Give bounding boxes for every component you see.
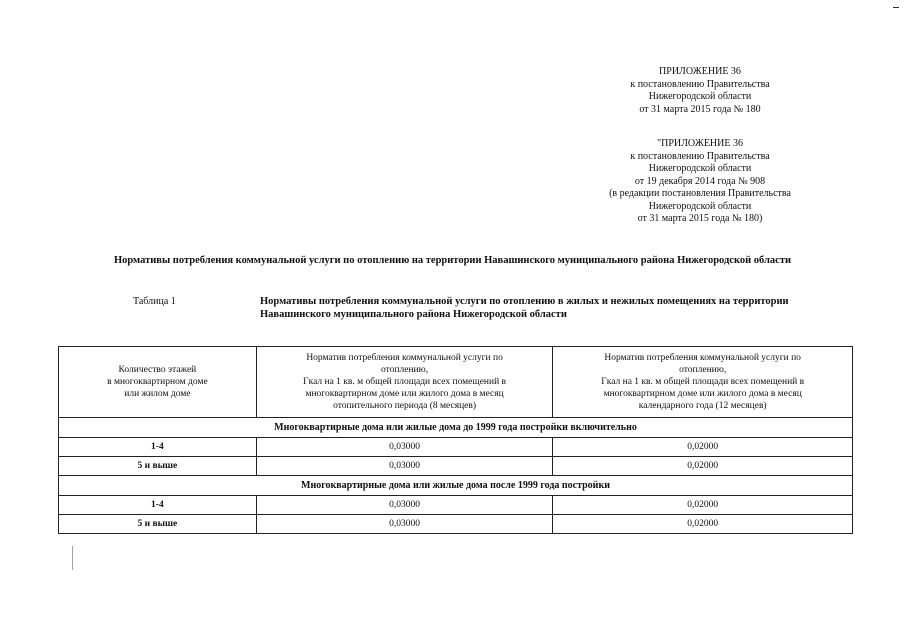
table-row bbox=[59, 496, 853, 515]
appendix-original-line: Нижегородской области bbox=[648, 200, 752, 212]
cell-heating-period: 0,03000 bbox=[256, 438, 553, 457]
norms-table bbox=[58, 346, 853, 534]
cell-heating-period: 0,03000 bbox=[256, 496, 553, 515]
appendix-original-line: от 31 марта 2015 года № 180) bbox=[637, 213, 763, 224]
table-row bbox=[59, 438, 853, 457]
cell-heating-period: 0,03000 bbox=[256, 515, 553, 534]
table-header-row bbox=[59, 347, 853, 418]
section-title: Многоквартирные дома или жилые дома после 1999 года постройки bbox=[59, 476, 853, 496]
table-row bbox=[59, 457, 853, 476]
header-calendar-line: календарного года (12 месяцев) bbox=[638, 401, 767, 411]
appendix-original-line: Нижегородской области bbox=[648, 163, 752, 174]
cell-calendar-year: 0,02000 bbox=[553, 515, 853, 534]
header-floors bbox=[59, 347, 257, 418]
header-calendar-line: отоплению, bbox=[679, 365, 727, 375]
appendix-original-block bbox=[585, 138, 815, 226]
table-row bbox=[59, 515, 853, 534]
header-calendar-line: Норматив потребления коммунальной услуги по bbox=[604, 353, 801, 363]
cell-heating-period: 0,03000 bbox=[256, 457, 553, 476]
appendix-original-line: "ПРИЛОЖЕНИЕ 36 bbox=[657, 138, 743, 149]
cell-floors: 5 и выше bbox=[59, 515, 257, 534]
cell-floors: 5 и выше bbox=[59, 457, 257, 476]
header-heating-line: многоквартирном доме или жилого дома в месяц bbox=[305, 389, 504, 399]
header-heating-line: отоплению, bbox=[381, 365, 429, 375]
appendix-original-line: (в редакции постановления Правительства bbox=[609, 188, 791, 199]
appendix-current-line: Нижегородской области bbox=[648, 91, 752, 102]
cell-calendar-year: 0,02000 bbox=[553, 438, 853, 457]
cell-floors: 1-4 bbox=[59, 438, 257, 457]
section-row bbox=[59, 418, 853, 438]
table-label: Таблица 1 bbox=[133, 296, 176, 307]
header-floors-line: или жилом доме bbox=[124, 389, 191, 399]
header-heating-line: Норматив потребления коммунальной услуги по bbox=[306, 353, 503, 363]
header-calendar-line: многоквартирном доме или жилого дома в месяц bbox=[603, 389, 802, 399]
cell-calendar-year: 0,02000 bbox=[553, 457, 853, 476]
header-floors-line: в многоквартирном доме bbox=[107, 377, 208, 387]
header-heating-line: отопительного периода (8 месяцев) bbox=[333, 401, 477, 411]
header-calendar-line: Гкал на 1 кв. м общей площади всех помещений в bbox=[601, 377, 805, 387]
appendix-current-line: ПРИЛОЖЕНИЕ 36 bbox=[659, 66, 741, 77]
scan-mark bbox=[893, 7, 899, 8]
cell-calendar-year: 0,02000 bbox=[553, 496, 853, 515]
appendix-original-line: от 19 декабря 2014 года № 908 bbox=[634, 175, 766, 187]
header-floors-line: Количество этажей bbox=[118, 365, 197, 375]
header-calendar-year bbox=[553, 347, 853, 418]
document-title: Нормативы потребления коммунальной услуги по отоплению на территории Навашинского муниципального района Нижегородской области bbox=[113, 255, 792, 266]
appendix-current-line: к постановлению Правительства bbox=[630, 78, 770, 90]
appendix-original-line: к постановлению Правительства bbox=[630, 150, 770, 162]
appendix-current-block bbox=[585, 66, 815, 116]
appendix-current-line: от 31 марта 2015 года № 180 bbox=[639, 103, 761, 115]
scan-mark bbox=[72, 546, 73, 570]
header-heating-period bbox=[256, 347, 553, 418]
header-heating-line: Гкал на 1 кв. м общей площади всех помещений в bbox=[303, 377, 507, 387]
table-title: Нормативы потребления коммунальной услуги по отоплению в жилых и нежилых помещениях на территории Навашинского муниципального района Нижегородской области bbox=[260, 296, 789, 320]
section-title: Многоквартирные дома или жилые дома до 1999 года постройки включительно bbox=[59, 418, 853, 438]
section-row bbox=[59, 476, 853, 496]
cell-floors: 1-4 bbox=[59, 496, 257, 515]
